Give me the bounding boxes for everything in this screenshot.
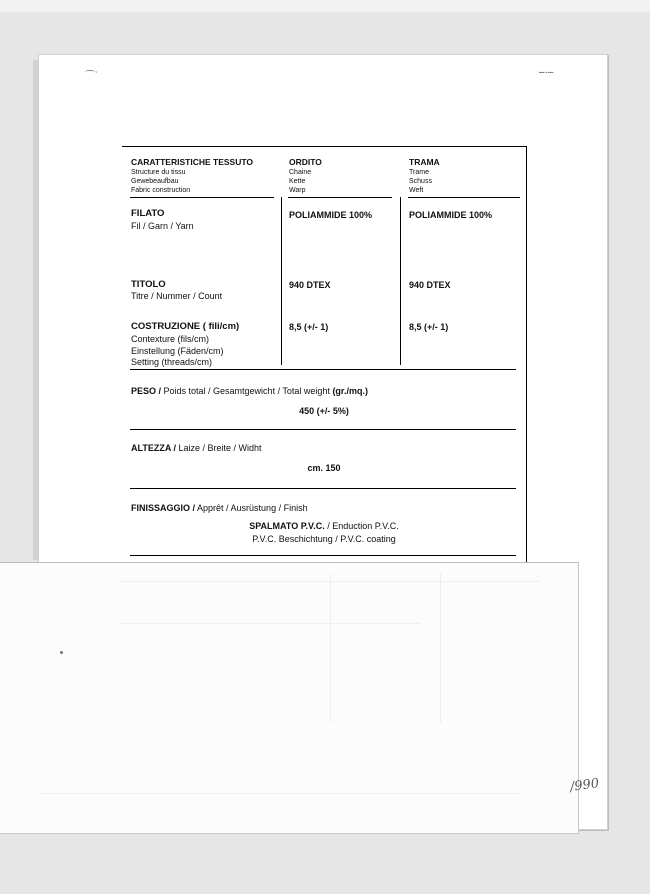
row-count-sublabel: Titre / Nummer / Count bbox=[131, 291, 223, 301]
weight-text: Poids total / Gesamtgewicht / Total weight bbox=[161, 386, 333, 396]
finish-line bbox=[131, 503, 308, 513]
header-divider-2 bbox=[288, 197, 392, 198]
row-setting-sublabel-de: Einstellung (Fäden/cm) bbox=[131, 346, 224, 356]
row-setting-weft-value: 8,5 (+/- 1) bbox=[409, 322, 449, 332]
section-divider-3 bbox=[130, 488, 516, 489]
header-divider-1 bbox=[130, 197, 274, 198]
row-count-weft-value: 940 DTEX bbox=[409, 280, 451, 290]
ghost-line-3 bbox=[330, 573, 331, 723]
section-divider-2 bbox=[130, 429, 516, 430]
weight-line bbox=[131, 386, 368, 396]
corner-mark-right: –·– bbox=[539, 67, 554, 78]
finish-value-line1 bbox=[224, 521, 424, 531]
section-divider-4 bbox=[130, 555, 516, 556]
row-setting-sublabel-fr: Contexture (fils/cm) bbox=[131, 334, 210, 344]
ghost-line-2 bbox=[120, 623, 420, 624]
column-separator-1 bbox=[281, 197, 282, 365]
col-weft-sub-fr: Trame bbox=[409, 169, 429, 176]
header-divider-3 bbox=[408, 197, 520, 198]
col-structure-sub-en: Fabric construction bbox=[131, 187, 191, 194]
column-separator-2 bbox=[400, 197, 401, 365]
width-text: Laize / Breite / Widht bbox=[176, 443, 262, 453]
col-warp-sub-de: Kette bbox=[289, 178, 306, 185]
row-yarn-sublabel: Fil / Garn / Yarn bbox=[131, 221, 194, 231]
finish-value-rest: / Enduction P.V.C. bbox=[324, 521, 399, 531]
col-warp-sub-en: Warp bbox=[289, 187, 306, 194]
col-structure-sub-de: Gewebeaufbau bbox=[131, 178, 179, 185]
col-structure-sub-fr: Structure du tissu bbox=[131, 169, 186, 176]
weight-label: PESO / bbox=[131, 386, 162, 396]
col-weft-sub-en: Weft bbox=[409, 187, 424, 194]
col-structure-title: CARATTERISTICHE TESSUTO bbox=[131, 157, 253, 167]
weight-value: 450 (+/- 5%) bbox=[299, 406, 349, 416]
ghost-line-5 bbox=[40, 793, 520, 794]
ghost-line-4 bbox=[440, 573, 441, 723]
row-setting-sublabel-en: Setting (threads/cm) bbox=[131, 357, 213, 367]
finish-value-line2: P.V.C. Beschichtung / P.V.C. coating bbox=[252, 534, 396, 544]
row-count-warp-value: 940 DTEX bbox=[289, 280, 331, 290]
weight-unit: (gr./mq.) bbox=[332, 386, 368, 396]
finish-text: Apprêt / Ausrüstung / Finish bbox=[195, 503, 308, 513]
section-divider-1 bbox=[130, 369, 516, 370]
col-warp-title: ORDITO bbox=[289, 157, 322, 167]
width-label: ALTEZZA / bbox=[131, 443, 176, 453]
corner-mark-left: ⌒˙ bbox=[85, 71, 99, 82]
row-setting-warp-value: 8,5 (+/- 1) bbox=[289, 322, 329, 332]
row-setting-label: COSTRUZIONE ( fili/cm) bbox=[131, 321, 240, 332]
row-count-label: TITOLO bbox=[131, 279, 166, 290]
col-weft-title: TRAMA bbox=[409, 157, 440, 167]
width-value: cm. 150 bbox=[307, 463, 341, 473]
row-yarn-label: FILATO bbox=[131, 208, 165, 219]
width-line bbox=[131, 443, 262, 453]
col-weft-sub-de: Schuss bbox=[409, 178, 432, 185]
scan-speck bbox=[60, 651, 63, 654]
finish-label: FINISSAGGIO / bbox=[131, 503, 196, 513]
handwritten-note: /990 bbox=[569, 776, 601, 795]
col-warp-sub-fr: Chaine bbox=[289, 169, 312, 176]
finish-value-bold: SPALMATO P.V.C. bbox=[249, 521, 325, 531]
overlapping-sheet bbox=[0, 562, 579, 834]
row-yarn-warp-value: POLIAMMIDE 100% bbox=[289, 210, 373, 220]
scan-border bbox=[0, 0, 650, 12]
row-yarn-weft-value: POLIAMMIDE 100% bbox=[409, 210, 493, 220]
